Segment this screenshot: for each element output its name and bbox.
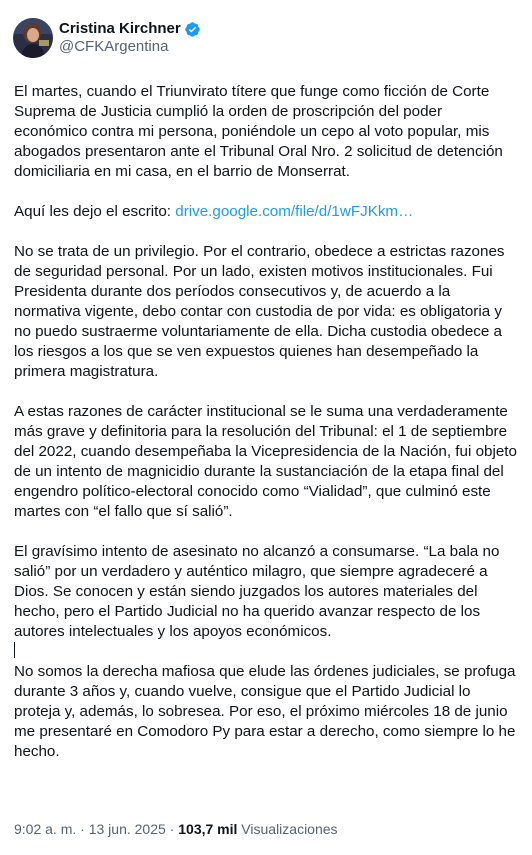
tweet-header (14, 16, 516, 60)
document-link[interactable]: drive.google.com/file/d/1wFJKkm… (175, 203, 414, 220)
tweet-time[interactable]: 9:02 a. m. (14, 821, 77, 837)
tweet-paragraph (14, 202, 519, 222)
meta-separator: · (165, 821, 179, 837)
tweet-paragraph: No se trata de un privilegio. Por el contrario, obedece a estrictas razones de seguridad personal. Por un lado, existen motivos institucionales. Fui Presidenta durante dos períodos consecutivos y, de acuerdo a la normativa vigente, debo contar con custodia de por vida: es obligatoria y no puedo sustraerme voluntariamente de ella. Dicha custodia obedece a los riesgos a los que se ven expuestos quienes han desempeñado la primera magistratura. (14, 243, 505, 380)
verified-badge-icon (184, 21, 201, 38)
tweet-date[interactable]: 13 jun. 2025 (88, 821, 166, 837)
tweet-paragraph: A estas razones de carácter institucional se le suma una verdaderamente más grave y definitoria para la resolución del Tribunal: el 1 de septiembre del 2022, cuando desempeñaba la Vicepresidencia de la Nación, fui objeto de un intento de magnicidio durante la sustanciación de la etapa final del engendro político-electoral conocido como “Vialidad”, que culminó este martes con “el fallo que sí salió”. (14, 403, 517, 520)
author-info (59, 20, 201, 56)
views-label: Visualizaciones (237, 821, 338, 837)
author-name[interactable]: Cristina Kirchner (59, 20, 181, 37)
text-cursor (14, 642, 519, 660)
link-intro-text: Aquí les dejo el escrito: (14, 203, 176, 220)
tweet-paragraph: No somos la derecha mafiosa que elude las órdenes judiciales, se profuga durante 3 años y, cuando vuelve, consigue que el Partido Judicial lo proteja y, además, lo sobresea. Por eso, el próximo miércoles 18 de junio me presentaré en Comodoro Py para estar a derecho, como siempre lo he hecho. (14, 663, 516, 760)
tweet-paragraph: El martes, cuando el Triunvirato títere que funge como ficción de Corte Suprema de Justicia cumplió la orden de proscripción del poder económico contra mi persona, poniéndole un cepo al voto popular, mis abogados presentaron ante el Tribunal Oral Nro. 2 solicitud de detención domiciliaria en mi casa, en el barrio de Monserrat. (14, 83, 503, 180)
tweet-text (14, 82, 519, 762)
avatar[interactable] (13, 18, 53, 58)
author-handle[interactable]: @CFKArgentina (59, 38, 169, 55)
tweet-paragraph: El gravísimo intento de asesinato no alcanzó a consumarse. “La bala no salió” por un verdadero y auténtico milagro, que siempre agradeceré a Dios. Se conocen y están siendo juzgados los autores materiales del hecho, pero el Partido Judicial no ha querido avanzar respecto de los autores intelectuales y los apoyos económicos. (14, 543, 500, 640)
meta-separator: · (76, 821, 89, 837)
tweet-meta (14, 820, 338, 838)
views-count: 103,7 mil (178, 821, 238, 837)
